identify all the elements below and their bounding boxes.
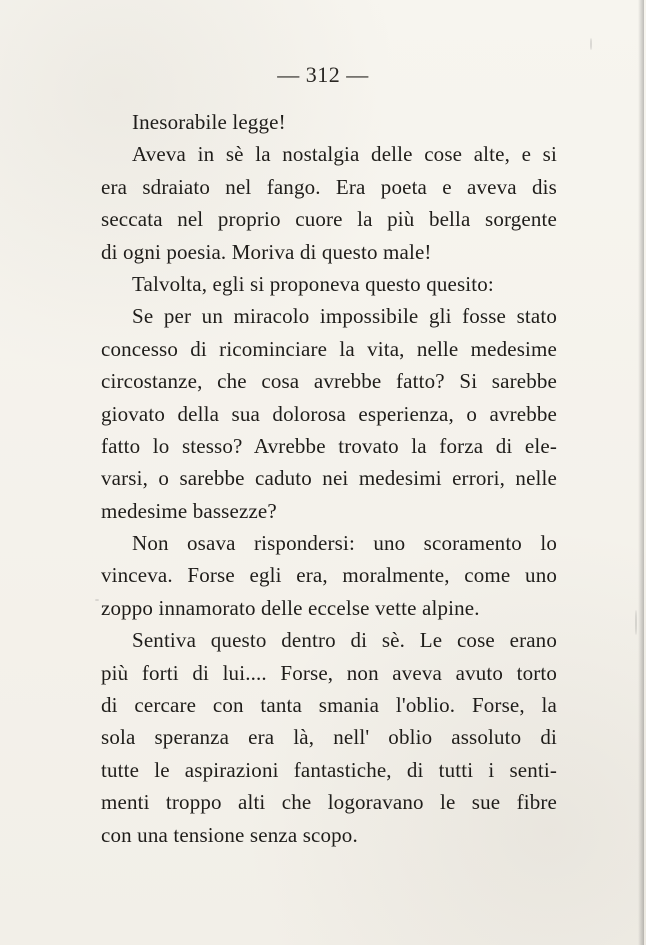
text-line: concesso di ricominciare la vita, nelle medesime	[101, 336, 557, 361]
paper-speck	[635, 610, 637, 635]
page-edge-shadow	[638, 0, 644, 945]
text-line: varsi, o sarebbe caduto nei medesimi errori, nelle	[101, 466, 557, 491]
text-line: di ogni poesia. Moriva di questo male!	[101, 239, 432, 264]
text-line: giovato della sua dolorosa esperienza, o avrebbe	[101, 401, 557, 426]
text-line: Non osava rispondersi: uno scoramento lo	[132, 531, 557, 556]
text-line: menti troppo alti che logoravano le sue fibre	[101, 790, 557, 815]
text-line: sola speranza era là, nell' oblio assoluto di	[101, 725, 557, 750]
paper-speck	[590, 38, 592, 50]
text-line: Talvolta, egli si proponeva questo quesito:	[132, 271, 494, 296]
text-line: di cercare con tanta smania l'oblio. Forse, la	[101, 693, 557, 718]
text-line: Sentiva questo dentro di sè. Le cose erano	[132, 628, 557, 653]
text-line: Se per un miracolo impossibile gli fosse stato	[132, 304, 557, 329]
text-line: Inesorabile legge!	[132, 110, 286, 134]
paper-speck	[95, 599, 99, 601]
text-line: con una tensione senza scopo.	[101, 822, 358, 847]
text-line: Aveva in sè la nostalgia delle cose alte, e si	[132, 142, 557, 167]
text-line: più forti di lui.... Forse, non aveva avuto torto	[101, 660, 557, 685]
text-line: vinceva. Forse egli era, moralmente, come uno	[101, 563, 557, 588]
text-line: fatto lo stesso? Avrebbe trovato la forza di ele-	[101, 433, 557, 458]
text-line: circostanze, che cosa avrebbe fatto? Si sarebbe	[101, 369, 557, 394]
text-line: seccata nel proprio cuore la più bella sorgente	[101, 207, 557, 232]
text-line: tutte le aspirazioni fantastiche, di tutti i senti-	[101, 757, 557, 782]
page-number: — 312 —	[277, 62, 369, 87]
body-text	[101, 106, 557, 851]
text-line: zoppo innamorato delle eccelse vette alpine.	[101, 595, 480, 620]
text-line: era sdraiato nel fango. Era poeta e aveva dis	[101, 174, 557, 199]
text-line: medesime bassezze?	[101, 498, 277, 523]
